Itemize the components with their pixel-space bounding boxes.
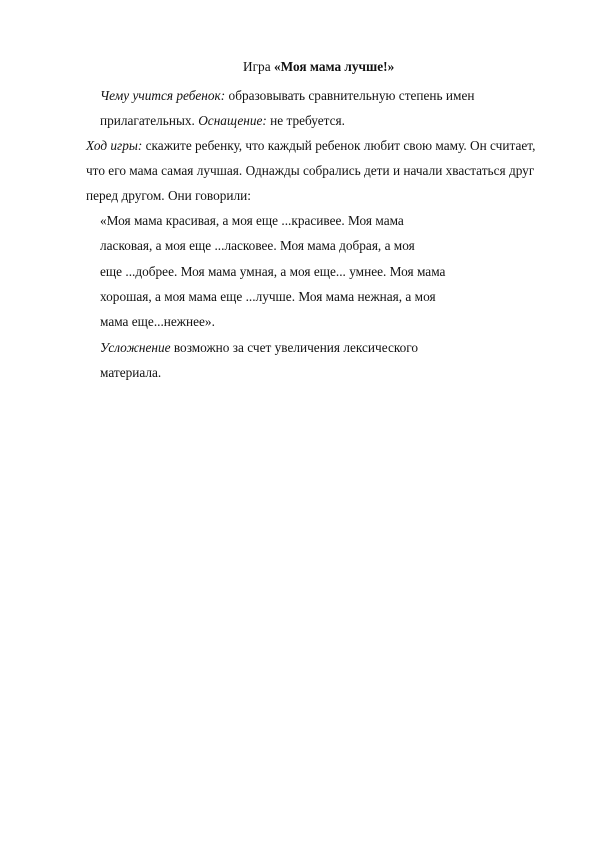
- quote-line-1: [100, 213, 404, 229]
- procedure-label: Ход игры:: [86, 138, 143, 153]
- quote-text-1: «Моя мама красивая, а моя еще ...красивее. Моя мама: [100, 213, 404, 228]
- learns-text: образовывать сравнительную степень имен: [225, 88, 475, 103]
- document-title: [243, 59, 394, 75]
- learns-label: Чему учится ребенок:: [100, 88, 226, 103]
- quote-line-5: [100, 314, 215, 330]
- procedure-line-1: [86, 138, 535, 154]
- intro-line-1: [100, 88, 474, 104]
- procedure-line-2: [86, 163, 534, 179]
- quote-line-3: [100, 264, 445, 280]
- equipment-text: не требуется.: [266, 113, 345, 128]
- quote-line-2: [100, 238, 415, 254]
- quote-text-4: хорошая, а моя мама еще ...лучше. Моя мама нежная, а моя: [100, 289, 436, 304]
- quote-text-3: еще ...добрее. Моя мама умная, а моя еще... умнее. Моя мама: [100, 264, 446, 279]
- quote-line-4: [100, 289, 436, 305]
- complication-text-cont: материала.: [100, 365, 162, 380]
- procedure-text-2: что его мама самая лучшая. Однажды собрались дети и начали хвастаться друг: [86, 163, 535, 178]
- complication-line-1: [100, 340, 418, 356]
- procedure-line-3: [86, 188, 251, 204]
- quote-text-2: ласковая, а моя еще ...ласковее. Моя мама добрая, а моя: [100, 238, 415, 253]
- equipment-label: Оснащение:: [198, 113, 267, 128]
- procedure-text-3: перед другом. Они говорили:: [86, 188, 251, 203]
- complication-label: Усложнение: [100, 340, 171, 355]
- game-name: «Моя мама лучше!»: [273, 59, 395, 74]
- complication-text: возможно за счет увеличения лексического: [170, 340, 419, 355]
- procedure-text-1: скажите ребенку, что каждый ребенок любит свою маму. Он считает,: [142, 138, 536, 153]
- quote-text-5: мама еще...нежнее».: [100, 314, 215, 329]
- intro-line-2: [100, 113, 345, 129]
- title-prefix: Игра: [243, 59, 274, 74]
- learns-text-cont: прилагательных.: [100, 113, 199, 128]
- complication-line-2: [100, 365, 161, 381]
